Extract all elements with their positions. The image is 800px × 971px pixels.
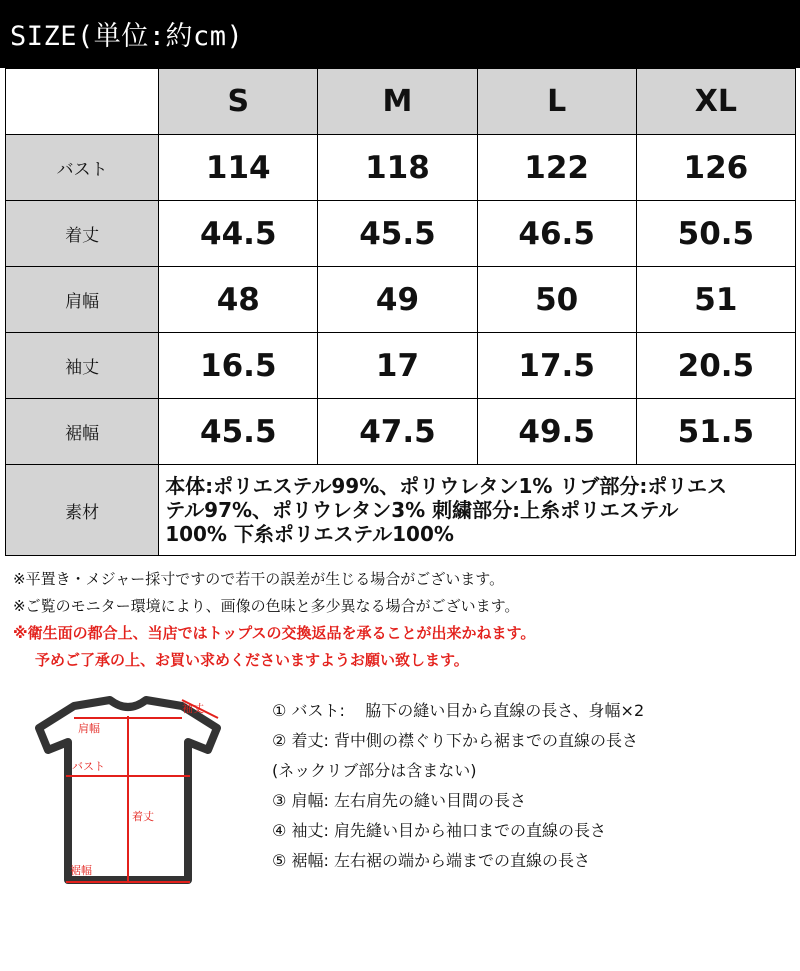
legend-desc: 左右肩先の縫い目間の長さ <box>333 791 526 810</box>
table-row <box>6 267 796 333</box>
measurement-legend <box>272 696 792 876</box>
legend-desc: 脇下の縫い目から直線の長さ、身幅×2 <box>365 701 645 720</box>
size-header-xl: XL <box>636 69 795 135</box>
size-table <box>5 68 796 556</box>
legend-note: (ネックリブ部分は含まない) <box>272 761 477 780</box>
legend-desc: 肩先縫い目から袖口までの直線の長さ <box>333 821 606 840</box>
table-row <box>6 201 796 267</box>
table-row <box>6 333 796 399</box>
table-cell: 49.5 <box>477 399 636 465</box>
table-cell: 20.5 <box>636 333 795 399</box>
row-label-shoulder: 肩幅 <box>6 267 159 333</box>
header-bar <box>0 0 800 68</box>
legend-item-hem <box>272 846 792 876</box>
material-text <box>159 465 796 556</box>
legend-num: ④ <box>272 821 287 840</box>
row-label-length: 着丈 <box>6 201 159 267</box>
table-cell: 47.5 <box>318 399 477 465</box>
legend-num: ⑤ <box>272 851 287 870</box>
table-cell: 126 <box>636 135 795 201</box>
table-header-row <box>6 69 796 135</box>
note-acknowledge: 予めご了承の上、お買い求めくださいますようお願い致します。 <box>35 651 469 669</box>
table-cell: 51 <box>636 267 795 333</box>
row-label-hem: 裾幅 <box>6 399 159 465</box>
table-cell: 17.5 <box>477 333 636 399</box>
note-color: ※ご覧のモニター環境により、画像の色味と多少異なる場合がございます。 <box>13 597 520 615</box>
size-header-l: L <box>477 69 636 135</box>
notes <box>13 566 793 674</box>
table-cell: 122 <box>477 135 636 201</box>
table-row <box>6 399 796 465</box>
page-title: SIZE(単位:約cm) <box>10 21 244 52</box>
material-line: 本体:ポリエステル99%、ポリウレタン1% リブ部分:ポリエス <box>165 474 727 498</box>
table-cell: 45.5 <box>159 399 318 465</box>
material-line: テル97%、ポリウレタン3% 刺繍部分:上糸ポリエステル <box>165 498 679 522</box>
legend-num: ② <box>272 731 287 750</box>
legend-desc: 左右裾の端から端までの直線の長さ <box>333 851 590 870</box>
table-corner-cell <box>6 69 159 135</box>
legend-num: ③ <box>272 791 287 810</box>
table-cell: 50 <box>477 267 636 333</box>
row-label-material: 素材 <box>6 465 159 556</box>
size-header-m: M <box>318 69 477 135</box>
legend-num: ① <box>272 701 287 720</box>
diagram-label-bust: バスト <box>72 761 105 773</box>
table-cell: 44.5 <box>159 201 318 267</box>
diagram-label-sleeve: 袖丈 <box>182 703 204 715</box>
legend-term: 着丈: <box>291 731 329 750</box>
material-row <box>6 465 796 556</box>
table-cell: 118 <box>318 135 477 201</box>
table-cell: 46.5 <box>477 201 636 267</box>
table-cell: 48 <box>159 267 318 333</box>
legend-item-length <box>272 726 792 756</box>
table-cell: 50.5 <box>636 201 795 267</box>
row-label-bust: バスト <box>6 135 159 201</box>
legend-term: 肩幅: <box>291 791 329 810</box>
table-cell: 51.5 <box>636 399 795 465</box>
legend-item-sleeve <box>272 816 792 846</box>
legend-term: バスト: <box>291 701 345 720</box>
diagram-label-shoulder: 肩幅 <box>78 723 100 735</box>
table-row <box>6 135 796 201</box>
note-measurement: ※平置き・メジャー採寸ですので若干の誤差が生じる場合がございます。 <box>13 570 505 588</box>
table-cell: 45.5 <box>318 201 477 267</box>
table-cell: 17 <box>318 333 477 399</box>
material-line: 100% 下糸ポリエステル100% <box>165 522 454 546</box>
table-cell: 16.5 <box>159 333 318 399</box>
measurement-diagram <box>22 690 232 890</box>
legend-item-shoulder <box>272 786 792 816</box>
diagram-label-hem: 裾幅 <box>70 865 92 877</box>
note-return-policy: ※衛生面の都合上、当店ではトップスの交換返品を承ることが出来かねます。 <box>13 624 536 642</box>
size-header-s: S <box>159 69 318 135</box>
legend-item-bust <box>272 696 792 726</box>
legend-desc: 背中側の襟ぐり下から裾までの直線の長さ <box>333 731 638 750</box>
legend-term: 裾幅: <box>291 851 329 870</box>
legend-term: 袖丈: <box>291 821 329 840</box>
row-label-sleeve: 袖丈 <box>6 333 159 399</box>
table-cell: 114 <box>159 135 318 201</box>
table-cell: 49 <box>318 267 477 333</box>
diagram-label-length: 着丈 <box>132 811 154 823</box>
